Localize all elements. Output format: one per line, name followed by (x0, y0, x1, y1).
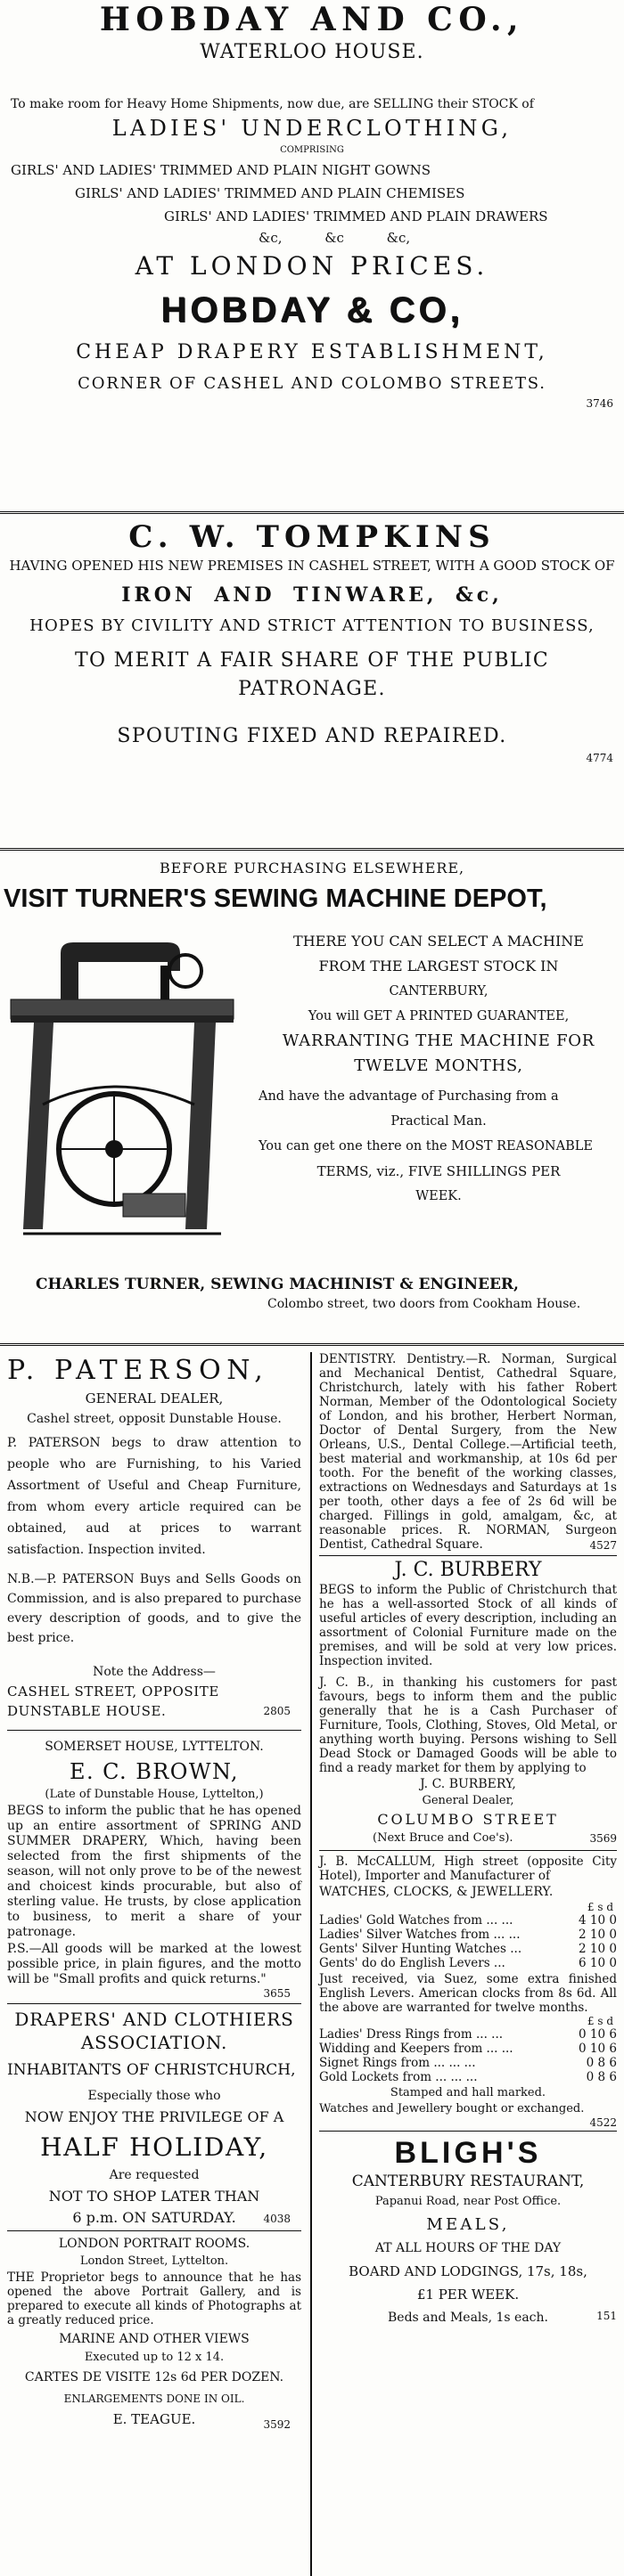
drapers-line5: Are requested (109, 2168, 200, 2182)
burbery-role: General Dealer, (422, 1794, 514, 1807)
price-label: Ladies' Dress Rings from ... ... (319, 2027, 504, 2042)
mccallum-price-list (319, 2027, 617, 2084)
mccallum-ref: 4522 (589, 2116, 617, 2129)
price-value: 2 10 0 (579, 1928, 617, 1942)
right-column (319, 1352, 617, 2325)
paterson-role: GENERAL DEALER, (85, 1390, 224, 1406)
brown-late: (Late of Dunstable House, Lyttelton,) (45, 1788, 264, 1801)
hobday-cheap: CHEAP DRAPERY ESTABLISHMENT, (76, 341, 548, 363)
turner-t2: FROM THE LARGEST STOCK IN (318, 958, 559, 974)
brown-house: SOMERSET HOUSE, LYTTELTON. (45, 1740, 264, 1754)
burbery-body2: J. C. B., in thanking his customers for past favours, begs to inform them and the public generally that he is a Cash Purchaser of Furniture, Tools, Clothing, Stoves, Old Metal, or anything worth buying. Persons wishing to Sell Dead Stock or Damaged Goods will be able to find a ready market for them by applying to (319, 1675, 617, 1775)
hobday-item1: GIRLS' AND LADIES' TRIMMED AND PLAIN NIGHT GOWNS (11, 162, 431, 178)
brown-ref: 3655 (263, 1987, 291, 2000)
hobday-subtitle: WATERLOO HOUSE. (200, 41, 424, 63)
hobday-comprising: COMPRISING (280, 145, 344, 155)
divider (0, 848, 624, 851)
drapers-line3: NOW ENJOY THE PRIVILEGE OF A (24, 2108, 284, 2125)
drapers-line6: NOT TO SHOP LATER THAN (48, 2188, 260, 2205)
hobday-title: HOBDAY AND CO., (99, 1, 525, 38)
turner-t8: Practical Man. (390, 1114, 487, 1129)
paterson-nb: N.B.—P. PATERSON Buys and Sells Goods on Commission, and is also prepared to purchase every description of goods, and to give the best price. (7, 1572, 301, 1645)
mccallum-end1: Stamped and hall marked. (390, 2086, 546, 2099)
portrait-title: LONDON PORTRAIT ROOMS. (58, 2237, 250, 2251)
price-row (319, 1928, 617, 1942)
burbery-name: J. C. BURBERY (394, 1559, 542, 1581)
paterson-addr2: CASHEL STREET, OPPOSITE DUNSTABLE HOUSE. (7, 1683, 219, 1719)
price-label: Gents' do do English Levers ... (319, 1956, 505, 1970)
turner-before: BEFORE PURCHASING ELSEWHERE, (159, 860, 465, 876)
hobday-corner: CORNER OF CASHEL AND COLOMBO STREETS. (78, 374, 546, 393)
price-row (319, 2056, 617, 2070)
paterson-body: P. PATERSON begs to draw attention to people who are Furnishing, to his Varied Assortment of Useful and Cheap Furniture, from whom every article required can be obtained, aud at prices to warrant satisfaction. Inspection invited. (7, 1436, 301, 1557)
turner-title: VISIT TURNER'S SEWING MACHINE DEPOT, (4, 884, 547, 913)
hobday-item2: GIRLS' AND LADIES' TRIMMED AND PLAIN CHEMISES (75, 185, 465, 201)
hobday-etc: &c, &c &c, (259, 230, 411, 246)
bligh-logo: BLIGH'S (394, 2136, 542, 2170)
burbery-sig: J. C. BURBERY, (420, 1777, 516, 1791)
portrait-l3: CARTES DE VISITE 12s 6d PER DOZEN. (24, 2370, 284, 2384)
drapers-ref: 4038 (263, 2213, 291, 2225)
price-row (319, 2027, 617, 2042)
portrait-ad (7, 2230, 301, 2431)
divider (0, 511, 624, 514)
portrait-l2: Executed up to 12 x 14. (84, 2351, 225, 2364)
price-value: 2 10 0 (579, 1942, 617, 1956)
price-value: 4 10 0 (579, 1913, 617, 1928)
sewing-machine-illustration (7, 926, 239, 1256)
turner-t6: TWELVE MONTHS, (354, 1056, 523, 1075)
portrait-ref: 3592 (263, 2418, 291, 2431)
tompkins-ref: 4774 (586, 752, 613, 764)
turner-t7: And have the advantage of Purchasing from a (259, 1089, 559, 1104)
drapers-line7: 6 p.m. ON SATURDAY. (72, 2209, 236, 2226)
tompkins-ad (0, 518, 624, 764)
hobday-item3: GIRLS' AND LADIES' TRIMMED AND PLAIN DRAWERS (164, 208, 548, 224)
turner-t10: TERMS, viz., FIVE SHILLINGS PER (316, 1163, 561, 1179)
turner-addr: Colombo street, two doors from Cookham House. (267, 1297, 581, 1311)
portrait-l4: ENLARGEMENTS DONE IN OIL. (63, 2393, 245, 2405)
price-row (319, 1913, 617, 1928)
turner-body (259, 929, 619, 1209)
hobday-logo: HOBDAY & CO, (160, 290, 464, 330)
turner-t11: WEEK. (415, 1189, 462, 1203)
burbery-near: (Next Bruce and Coe's). (373, 1831, 513, 1845)
turner-t4: You will GET A PRINTED GUARANTEE, (308, 1009, 570, 1023)
brown-ad (7, 1730, 301, 2000)
paterson-ad (7, 1352, 301, 1717)
mccallum-ad (319, 1850, 617, 2129)
turner-t9: You can get one there on the MOST REASONABLE (259, 1139, 593, 1153)
burbery-ref: 3569 (589, 1832, 617, 1845)
bligh-ref: 151 (596, 2310, 617, 2322)
price-value: 0 10 6 (579, 2042, 617, 2056)
burbery-ad (319, 1555, 617, 1845)
brown-ps: P.S.—All goods will be marked at the lowest possible price, in plain figures, and the motto will be "Small profits and quick returns." (7, 1942, 301, 1986)
mccallum-end2: Watches and Jewellery bought or exchanged. (319, 2102, 585, 2115)
turner-ad (0, 857, 624, 917)
bligh-hours: AT ALL HOURS OF THE DAY (374, 2241, 562, 2255)
bligh-ad (319, 2131, 617, 2325)
portrait-sig: E. TEAGUE. (112, 2411, 196, 2427)
bligh-board: BOARD AND LODGINGS, 17s, 18s, (349, 2263, 587, 2279)
drapers-line1: INHABITANTS OF CHRISTCHURCH, (7, 2061, 296, 2079)
mccallum-cols: £ s d (587, 2015, 613, 2027)
turner-t5: WARRANTING THE MACHINE FOR (282, 1031, 595, 1050)
turner-name: CHARLES TURNER, SEWING MACHINIST & ENGINEER, (36, 1276, 519, 1293)
drapers-title: DRAPERS' AND CLOTHIERS ASSOCIATION. (14, 2009, 294, 2053)
tompkins-title: C. W. TOMPKINS (128, 519, 496, 555)
hobday-heading: LADIES' UNDERCLOTHING, (111, 116, 513, 141)
price-value: 0 10 6 (579, 2027, 617, 2042)
portrait-addr: London Street, Lyttelton. (79, 2254, 229, 2268)
price-row (319, 2070, 617, 2084)
left-column (7, 1352, 301, 2431)
tompkins-line1: HAVING OPENED HIS NEW PREMISES IN CASHEL STREET, WITH A GOOD STOCK OF (9, 558, 615, 574)
tompkins-line3: HOPES BY CIVILITY AND STRICT ATTENTION TO BUSINESS, (29, 616, 595, 635)
price-row (319, 1956, 617, 1970)
price-value: 6 10 0 (579, 1956, 617, 1970)
price-value: 0 8 6 (586, 2070, 617, 2084)
tompkins-line5: SPOUTING FIXED AND REPAIRED. (117, 725, 507, 747)
brown-name: E. C. BROWN, (70, 1759, 239, 1784)
hobday-intro: To make room for Heavy Home Shipments, now due, are SELLING their STOCK of (11, 97, 534, 111)
tompkins-line2: IRON AND TINWARE, &c, (121, 583, 503, 607)
price-label: Widding and Keepers from ... ... (319, 2042, 513, 2056)
mccallum-price-list (319, 1913, 617, 1970)
mccallum-heading: WATCHES, CLOCKS, & JEWELLERY. (319, 1885, 554, 1899)
price-label: Ladies' Silver Watches from ... ... (319, 1928, 521, 1942)
price-label: Gents' Silver Hunting Watches ... (319, 1942, 522, 1956)
divider (0, 1343, 624, 1346)
tompkins-line4: TO MERIT A FAIR SHARE OF THE PUBLIC PATRONAGE. (74, 649, 549, 700)
drapers-line2: Especially those who (87, 2089, 221, 2103)
portrait-l1: MARINE AND OTHER VIEWS (59, 2332, 250, 2346)
paterson-ref: 2805 (263, 1705, 291, 1717)
price-value: 0 8 6 (586, 2056, 617, 2070)
burbery-street: COLUMBO STREET (377, 1811, 559, 1828)
paterson-name: P. PATERSON, (7, 1355, 269, 1386)
column-divider (310, 1352, 312, 2576)
drapers-ad (7, 2003, 301, 2225)
dentistry-ad (319, 1352, 617, 1552)
burbery-body: BEGS to inform the Public of Christchurch that he has a well-assorted Stock of all kinds of useful articles of every description, including an assortment of Colonial Furniture made on the premises, and will be sold at very low prices. Inspection invited. (319, 1583, 617, 1668)
turner-t1: THERE YOU CAN SELECT A MACHINE (293, 933, 584, 950)
dentistry-body: DENTISTRY. Dentistry.—R. Norman, Surgical and Mechanical Dentist, Cathedral Square, Christchurch, lately with his father Robert Norman, Member of the Odontological Society of London, and his brother, Herbert Norman, Doctor of Dental Surgery, from the New Orleans, U.S., Dental College.—Artificial teeth, best material and workmanship, at 10s 6d per tooth. For the benefit of the working classes, extractions on Wednesdays and Saturdays at 1s per tooth, other days a fee of 2s 6d will be charged. Fillings in gold, amalgam, &c, at reasonable prices. R. NORMAN, Surgeon Dentist, Cathedral Square. (319, 1352, 617, 1552)
hobday-ref: 3746 (586, 397, 613, 410)
portrait-body: THE Proprietor begs to announce that he has opened the above Portrait Gallery, and is prepared to execute all kinds of Photographs at a greatly reduced price. (7, 2270, 301, 2327)
price-row (319, 2042, 617, 2056)
paterson-note: Note the Address— (93, 1665, 216, 1679)
bligh-addr: Papanui Road, near Post Office. (374, 2195, 562, 2208)
price-label: Gold Lockets from ... ... ... (319, 2070, 478, 2084)
mccallum-mid: Just received, via Suez, some extra finished English Levers. American clocks from 8s 6d. All the above are warranted for twelve months. (319, 1972, 617, 2015)
turner-t3: CANTERBURY, (389, 984, 489, 999)
mccallum-cols: £ s d (587, 1901, 613, 1913)
turner-footer (0, 1274, 624, 1313)
hobday-ad (0, 0, 624, 410)
bligh-meals: MEALS, (426, 2215, 510, 2234)
bligh-title: CANTERBURY RESTAURANT, (351, 2172, 585, 2190)
bligh-week: £1 PER WEEK. (416, 2287, 520, 2303)
drapers-line4: HALF HOLIDAY, (40, 2132, 268, 2162)
mccallum-intro: J. B. McCALLUM, High street (opposite City Hotel), Importer and Manufacturer of (319, 1855, 617, 1883)
brown-body: BEGS to inform the public that he has opened up an entire assortment of SPRING AND SUMMER DRAPERY, Which, having been selected from the first shipments of the season, will not only prove to be of the newest and choicest kinds procurable, but also of sterling value. He trusts, by close application to business, to merit a share of your patronage. (7, 1804, 301, 1939)
price-label: Signet Rings from ... ... ... (319, 2056, 476, 2070)
dentistry-ref: 4527 (589, 1539, 617, 1552)
paterson-addr: Cashel street, opposit Dunstable House. (27, 1412, 282, 1426)
bligh-beds: Beds and Meals, 1s each. (388, 2311, 548, 2325)
hobday-prices: AT LONDON PRICES. (135, 251, 489, 281)
price-row (319, 1942, 617, 1956)
price-label: Ladies' Gold Watches from ... ... (319, 1913, 513, 1928)
